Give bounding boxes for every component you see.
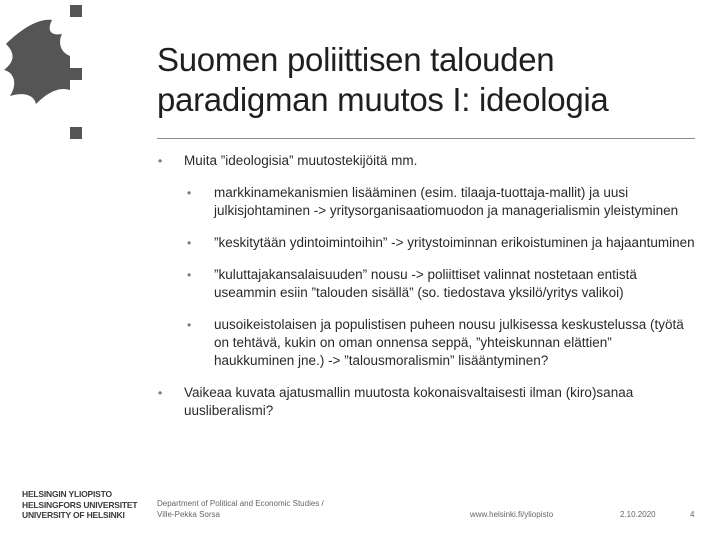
footer-author: Ville-Pekka Sorsa	[157, 510, 220, 519]
sub-bullet-3	[150, 266, 695, 302]
slide-body	[150, 152, 695, 434]
university-name-en: UNIVERSITY OF HELSINKI	[22, 510, 125, 520]
sub-bullet-2	[150, 234, 695, 252]
bullet-dot-icon: •	[187, 186, 192, 200]
bullet-dot-icon: •	[187, 318, 192, 332]
slide-title-line-2: paradigman muutos I: ideologia	[157, 81, 609, 118]
bullet-1-text: Muita ”ideologisia” muutostekijöitä mm.	[184, 153, 418, 168]
sub-bullet-list	[184, 184, 695, 370]
footer-date: 2.10.2020	[620, 510, 656, 519]
bullet-dot-icon: •	[158, 386, 163, 400]
slide-title	[157, 40, 697, 120]
university-name-fi: HELSINGIN YLIOPISTO	[22, 489, 112, 499]
bullet-2-text: Vaikeaa kuvata ajatusmallin muutosta kokonaisvaltaisesti ilman (kiro)sanaa uusliberalismi?	[184, 385, 634, 418]
university-name-sv: HELSINGFORS UNIVERSITET	[22, 499, 138, 510]
university-name	[22, 489, 147, 521]
sub-bullet-1	[150, 184, 695, 220]
sub-bullet-2-text: ”keskitytään ydintoimintoihin” -> yritystoiminnan erikoistuminen ja hajaantuminen	[214, 235, 695, 250]
title-divider	[157, 138, 695, 139]
sub-bullet-4-text: uusoikeistolaisen ja populistisen puheen nousu julkisessa keskustelussa (työtä on tehtävä, kukin on oman onnensa seppä, ”yhteiskunnan elättien” haukkuminen jne.) -> ”talousmoralismin” lisääntyminen?	[214, 317, 684, 368]
slide-title-line-1: Suomen poliittisen talouden	[157, 41, 555, 78]
footer-department	[157, 498, 367, 520]
bullet-2	[150, 384, 695, 420]
sub-bullet-1-text: markkinamekanismien lisääminen (esim. tilaaja-tuottaja-mallit) ja uusi julkisjohtaminen -> yritysorganisaatiomuodon ja managerialismin yleistyminen	[214, 185, 679, 218]
sub-bullet-3-text: ”kuluttajakansalaisuuden” nousu -> poliittiset valinnat nostetaan entistä useammin esiin ”talouden sisällä” (so. tiedostava yksilö/yritys valikoi)	[214, 267, 637, 300]
bullet-dot-icon: •	[158, 154, 163, 168]
sub-bullet-4	[150, 316, 695, 370]
page-number: 4	[690, 510, 695, 519]
bullet-dot-icon: •	[187, 236, 192, 250]
footer-department-line-1: Department of Political and Economic Studies /	[157, 499, 324, 508]
bullet-1	[150, 152, 695, 370]
bullet-dot-icon: •	[187, 268, 192, 282]
university-logo-icon	[0, 0, 110, 150]
footer-url: www.helsinki.fi/yliopisto	[470, 510, 554, 519]
